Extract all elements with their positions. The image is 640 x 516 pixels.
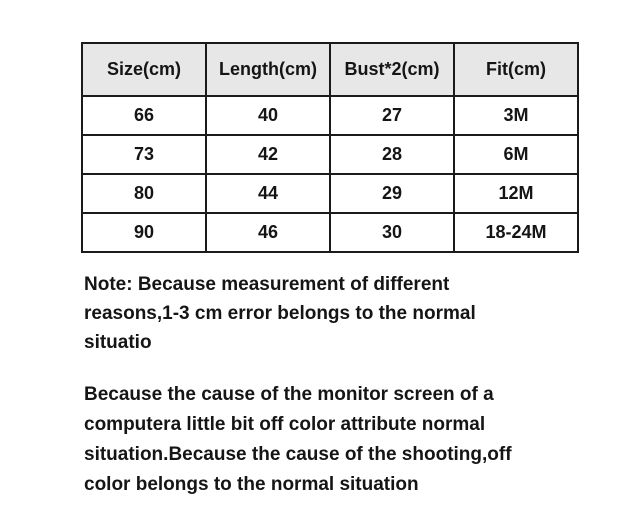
table-row	[82, 96, 578, 135]
table-row	[82, 174, 578, 213]
note-line: color belongs to the normal situation	[84, 474, 419, 495]
col-header-bust: Bust*2(cm)	[330, 43, 454, 96]
note-color	[84, 380, 512, 500]
col-header-fit: Fit(cm)	[454, 43, 578, 96]
table-cell-size: 80	[82, 174, 206, 213]
note-line: Note: Because measurement of different	[84, 274, 450, 295]
note-line: Because the cause of the monitor screen of a	[84, 384, 494, 405]
table-cell-size: 66	[82, 96, 206, 135]
table-cell-length: 46	[206, 213, 330, 252]
table-cell-fit: 12M	[454, 174, 578, 213]
note-measurement	[84, 270, 476, 357]
table-cell-fit: 18-24M	[454, 213, 578, 252]
table-cell-bust: 30	[330, 213, 454, 252]
table-cell-size: 90	[82, 213, 206, 252]
table-cell-length: 44	[206, 174, 330, 213]
table-cell-bust: 28	[330, 135, 454, 174]
size-chart-table	[81, 42, 579, 253]
size-chart-body	[82, 96, 578, 252]
table-cell-size: 73	[82, 135, 206, 174]
col-header-size: Size(cm)	[82, 43, 206, 96]
size-chart-header	[82, 43, 578, 96]
table-cell-length: 40	[206, 96, 330, 135]
note-line: reasons,1-3 cm error belongs to the normal	[84, 303, 476, 324]
note-line: computera little bit off color attribute normal	[84, 414, 486, 435]
col-header-length: Length(cm)	[206, 43, 330, 96]
header-row	[82, 43, 578, 96]
note-line: situatio	[84, 332, 152, 353]
table-cell-bust: 29	[330, 174, 454, 213]
table-row	[82, 135, 578, 174]
table-cell-bust: 27	[330, 96, 454, 135]
note-line: situation.Because the cause of the shooting,off	[84, 444, 512, 465]
table-cell-length: 42	[206, 135, 330, 174]
table-cell-fit: 6M	[454, 135, 578, 174]
table-row	[82, 213, 578, 252]
table-cell-fit: 3M	[454, 96, 578, 135]
